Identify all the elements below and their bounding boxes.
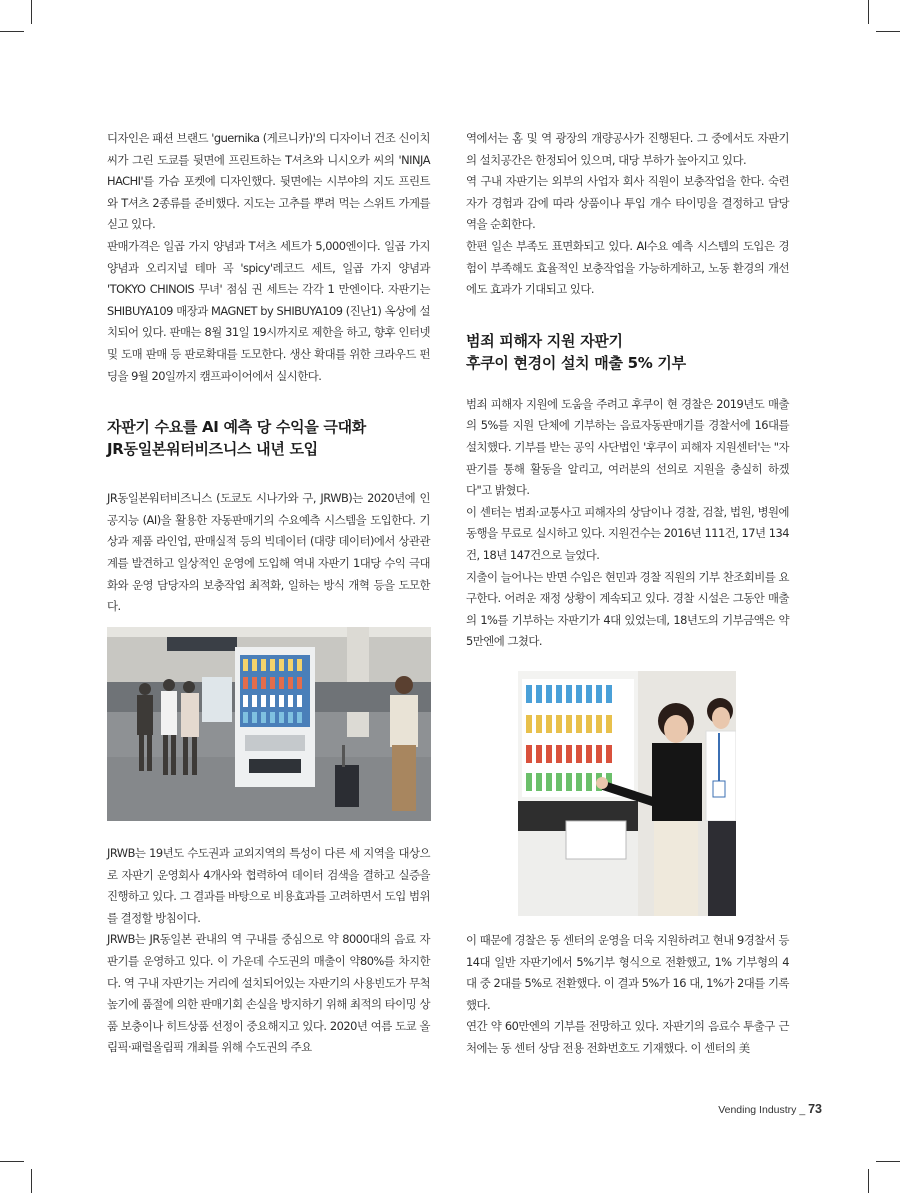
crop-mark — [31, 0, 32, 24]
section-heading-line1: 자판기 수요를 AI 예측 당 수익을 극대화 — [107, 418, 366, 437]
body-paragraph: 디자인은 패션 브랜드 'guernika (게르니카)'의 디자이너 건조 신이치 씨가 그린 도쿄를 뒷면에 프린트하는 T셔츠와 니시오카 씨의 'NINJA HACHI'를 가슴 포켓에 디자인했다. 뒷면에는 시부야의 지도 프린트와 T셔츠 2종류를 준비했다. 지도는 고추를 뿌려 먹는 스위트 가게를 싣고 있다. — [107, 131, 430, 232]
left-column-lower — [107, 843, 430, 1059]
crop-mark — [0, 31, 24, 32]
police-vending-machine-photo — [518, 671, 736, 916]
photo-illustration — [107, 627, 431, 821]
right-column-lower — [466, 930, 789, 1060]
magazine-name: Vending Industry _ — [718, 1104, 809, 1116]
section-heading-line2: 후쿠이 현경이 설치 매출 5% 기부 — [466, 353, 686, 372]
crop-mark — [0, 1161, 24, 1162]
right-column — [466, 128, 789, 653]
body-paragraph: JRWB는 19년도 수도권과 교외지역의 특성이 다른 세 지역을 대상으로 자판기 운영회사 4개사와 협력하여 데이터 검색을 결하고 실증을 진행하고 있다. 그 결과를 바탕으로 비용효과를 고려하면서 도입 범위를 결정할 방침이다. — [107, 846, 430, 925]
crop-mark — [876, 31, 900, 32]
body-paragraph: 이 때문에 경찰은 동 센터의 운영을 더욱 지원하려고 현내 9경찰서 등 14대 일반 자판기에서 5%기부 형식으로 전환했고, 1% 기부형의 4대 중 2대를 5%로 전환했다. 이 결과 5%가 16 대, 1%가 2대를 기록했다. — [466, 933, 789, 1012]
crop-mark — [876, 1161, 900, 1162]
page-footer — [718, 1102, 822, 1116]
body-paragraph: 연간 약 60만엔의 기부를 전망하고 있다. 자판기의 음료수 투출구 근처에는 동 센터 상담 전용 전화번호도 기재했다. 이 센터의 美 — [466, 1019, 789, 1055]
crop-mark — [868, 0, 869, 24]
left-column — [107, 128, 430, 618]
crop-mark — [31, 1169, 32, 1193]
body-paragraph: 역에서는 홈 및 역 광장의 개량공사가 진행된다. 그 중에서도 자판기의 설치공간은 한정되어 있으며, 대당 부하가 높아지고 있다. — [466, 131, 789, 167]
body-paragraph: 역 구내 자판기는 외부의 사업자 회사 직원이 보충작업을 한다. 숙련자가 경험과 감에 따라 상품이나 투입 개수 타이밍을 결정하고 담당 역을 순회한다. — [466, 174, 789, 232]
body-paragraph: 범죄 피해자 지원에 도움을 주려고 후쿠이 현 경찰은 2019년도 매출의 5%를 지원 단체에 기부하는 음료자동판매기를 경찰서에 16대를 설치했다. 기부를 받는 공익 사단법인 '후쿠이 피해자 지원센터'는 "자판기를 통해 활동을 알리고, 여러분의 선의로 지원을 충실히 하겠다"고 밝혔다. — [466, 396, 789, 498]
page-number: 73 — [808, 1102, 822, 1116]
photo-illustration — [518, 671, 736, 916]
body-paragraph: JRWB는 JR동일본 관내의 역 구내를 중심으로 약 8000대의 음료 자판기를 운영하고 있다. 이 가운데 수도권의 매출이 약80%를 차지한다. 역 구내 자판기는 거리에 설치되어있는 자판기의 사용빈도가 무척 높기에 품절에 의한 판매기회 손실을 방지하기 위해 최적의 타이밍 상품 보충이나 히트상품 선정이 중요해지고 있다. 2020년 여름 도쿄 올림픽·패럴올림픽 개최를 위해 수도권의 주요 — [107, 932, 430, 1055]
section-heading-line2: JR동일본워터비즈니스 내년 도입 — [107, 440, 318, 459]
body-paragraph: 지출이 늘어나는 반면 수입은 현민과 경찰 직원의 기부 찬조회비를 요구한다. 어려운 재정 상황이 계속되고 있다. 경찰 시설은 그동안 매출의 1%를 기부하는 자판기가 4대 있었는데, 18년도의 기부금액은 약 5만엔에 그쳤다. — [466, 569, 789, 649]
body-paragraph: JR동일본워터비즈니스 (도쿄도 시나가와 구, JRWB)는 2020년에 인공지능 (AI)을 활용한 자동판매기의 수요예측 시스템을 도입한다. 기상과 제품 라인업, 판매실적 등의 빅데이터 (대량 데이터)에서 상관관계를 발견하고 일상적인 운영에 도입해 역내 자판기 1대당 수익 극대화와 운영 담당자의 보충작업 최적화, 일하는 방식 개혁 등을 도모한다. — [107, 491, 430, 614]
station-vending-machine-photo — [107, 627, 431, 821]
body-paragraph: 한편 일손 부족도 표면화되고 있다. AI수요 예측 시스템의 도입은 경험이 부족해도 효율적인 보충작업을 가능하게하고, 노동 환경의 개선에도 효과가 기대되고 있다. — [466, 238, 789, 297]
body-paragraph: 판매가격은 일곱 가지 양념과 T셔츠 세트가 5,000엔이다. 일곱 가지 양념과 오리지널 테마 곡 'spicy'레코드 세트, 일곱 가지 양념과 'TOKYO CHINOIS 무녀' 점심 권 세트는 각각 1 만엔이다. 자판기는 SHIBUYA109 매장과 MAGNET by SHIBUYA109 (진난1) 옥상에 설치되어 있다. 판매는 8월 31일 19시까지로 제한을 하고, 향후 인터넷 및 도매 판매 등 판로확대를 도모한다. 생산 확대를 위한 크라우드 펀딩을 9월 20일까지 캠프파이어에서 실시한다. — [107, 238, 430, 383]
crop-mark — [868, 1169, 869, 1193]
section-heading-line1: 범죄 피해자 지원 자판기 — [466, 331, 623, 350]
body-paragraph: 이 센터는 범죄·교통사고 피해자의 상담이나 경찰, 검찰, 법원, 병원에 동행을 무료로 실시하고 있다. 지원건수는 2016년 111건, 17년 134건, 18년 147건으로 늘었다. — [466, 504, 789, 562]
